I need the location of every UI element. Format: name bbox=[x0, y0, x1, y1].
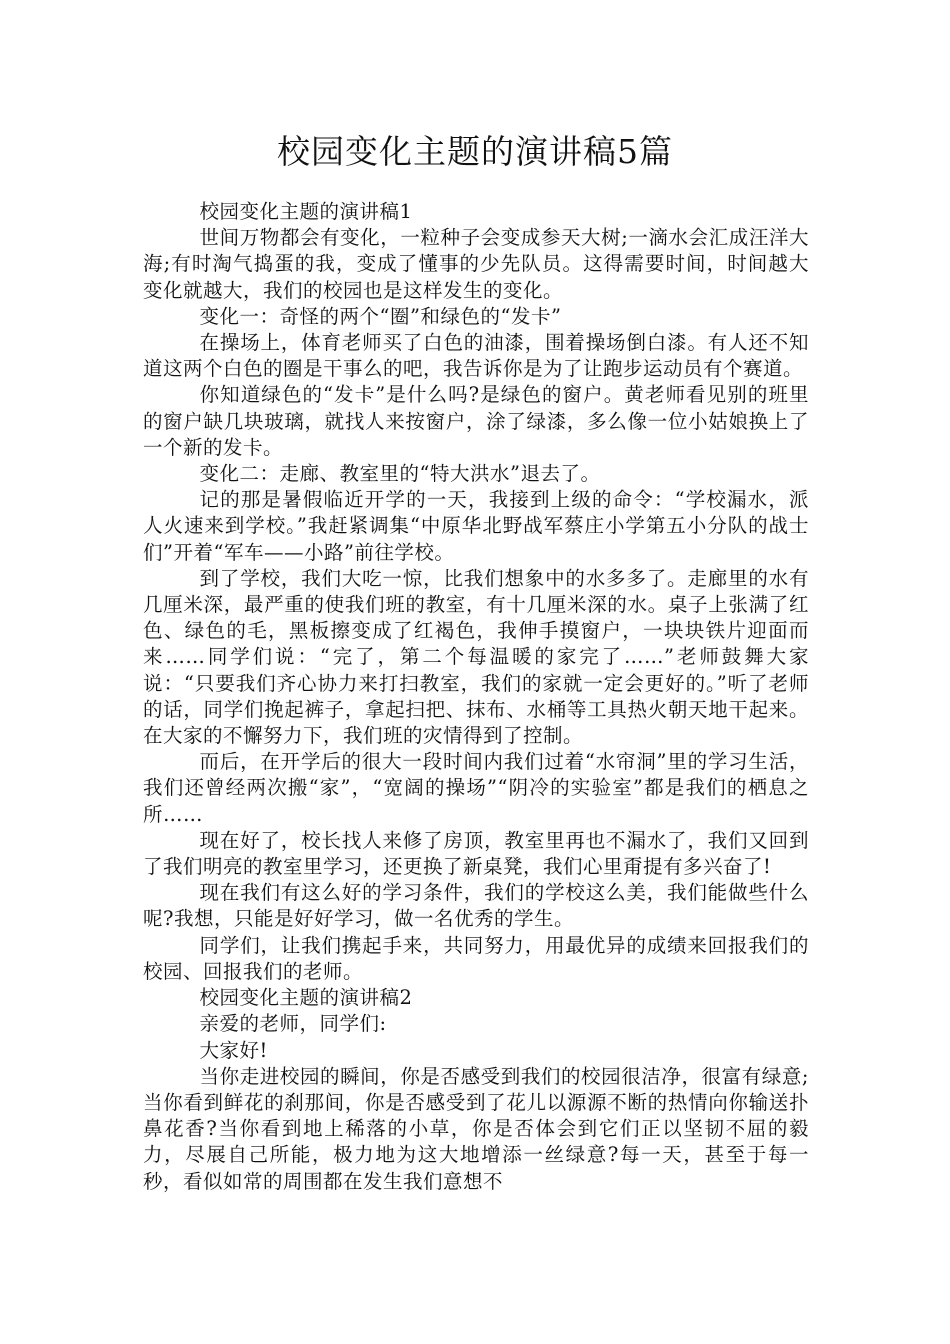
subheading-change-2: 变化二：走廊、教室里的“特大洪水”退去了。 bbox=[199, 462, 601, 486]
paragraph: 现在好了，校长找人来修了房顶，教室里再也不漏水了，我们又回到了我们明亮的教室里学习，还更换了新桌凳，我们心里甭提有多兴奋了! bbox=[143, 828, 809, 879]
greeting: 大家好! bbox=[199, 1038, 268, 1062]
paragraph: 当你走进校园的瞬间，你是否感受到我们的校园很洁净，很富有绿意;当你看到鲜花的刹那间，你是否感受到了花儿以源源不断的热情向你输送扑鼻花香?当你看到地上稀落的小草，你是否体会到它们正以坚韧不屈的毅力，尽展自己所能，极力地为这大地增添一丝绿意?每一天，甚至于每一秒，看似如常的周围都在发生我们意想不 bbox=[143, 1064, 809, 1193]
paragraph: 记的那是暑假临近开学的一天，我接到上级的命令：“学校漏水，派人火速来到学校。”我赶紧调集“中原华北野战军蔡庄小学第五小分队的战士们”开着“军车——小路”前往学校。 bbox=[143, 488, 809, 564]
subheading-change-1: 变化一：奇怪的两个“圈”和绿色的“发卡” bbox=[199, 304, 562, 328]
paragraph: 到了学校，我们大吃一惊，比我们想象中的水多多了。走廊里的水有几厘米深，最严重的使我们班的教室，有十几厘米深的水。桌子上张满了红色、绿色的毛，黑板擦变成了红褐色，我伸手摸窗户，一块块铁片迎面而来……同学们说：“完了，第二个每温暖的家完了……”老师鼓舞大家说：“只要我们齐心协力来打扫教室，我们的家就一定会更好的。”听了老师的话，同学们挽起裤子，拿起扫把、抹布、水桶等工具热火朝天地干起来。在大家的不懈努力下，我们班的灾情得到了控制。 bbox=[143, 566, 809, 748]
paragraph: 同学们，让我们携起手来，共同努力，用最优异的成绩来回报我们的校园、回报我们的老师。 bbox=[143, 933, 809, 983]
document-title: 校园变化主题的演讲稿5篇 bbox=[277, 132, 673, 171]
salutation: 亲爱的老师，同学们: bbox=[199, 1012, 387, 1036]
paragraph: 你知道绿色的“发卡”是什么吗?是绿色的窗户。黄老师看见别的班里的窗户缺几块玻璃，就找人来按窗户，涂了绿漆，多么像一位小姑娘换上了一个新的发卡。 bbox=[143, 383, 809, 459]
paragraph: 而后，在开学后的很大一段时间内我们过着“水帘洞”里的学习生活，我们还曾经两次搬“家”，“宽阔的操场”“阴冷的实验室”都是我们的栖息之所…… bbox=[143, 750, 809, 826]
paragraph: 现在我们有这么好的学习条件，我们的学校这么美，我们能做些什么呢?我想，只能是好好学习，做一名优秀的学生。 bbox=[143, 881, 809, 931]
paragraph: 世间万物都会有变化，一粒种子会变成参天大树;一滴水会汇成汪洋大海;有时淘气捣蛋的我，变成了懂事的少先队员。这得需要时间，时间越大变化就越大，我们的校园也是这样发生的变化。 bbox=[143, 226, 809, 302]
section-heading-speech-1: 校园变化主题的演讲稿1 bbox=[199, 200, 413, 223]
paragraph: 在操场上，体育老师买了白色的油漆，围着操场倒白漆。有人还不知道这两个白色的圈是干事么的吧，我告诉你是为了让跑步运动员有个赛道。 bbox=[143, 331, 809, 381]
document-body bbox=[143, 199, 809, 1195]
section-heading-speech-2: 校园变化主题的演讲稿2 bbox=[199, 986, 413, 1010]
